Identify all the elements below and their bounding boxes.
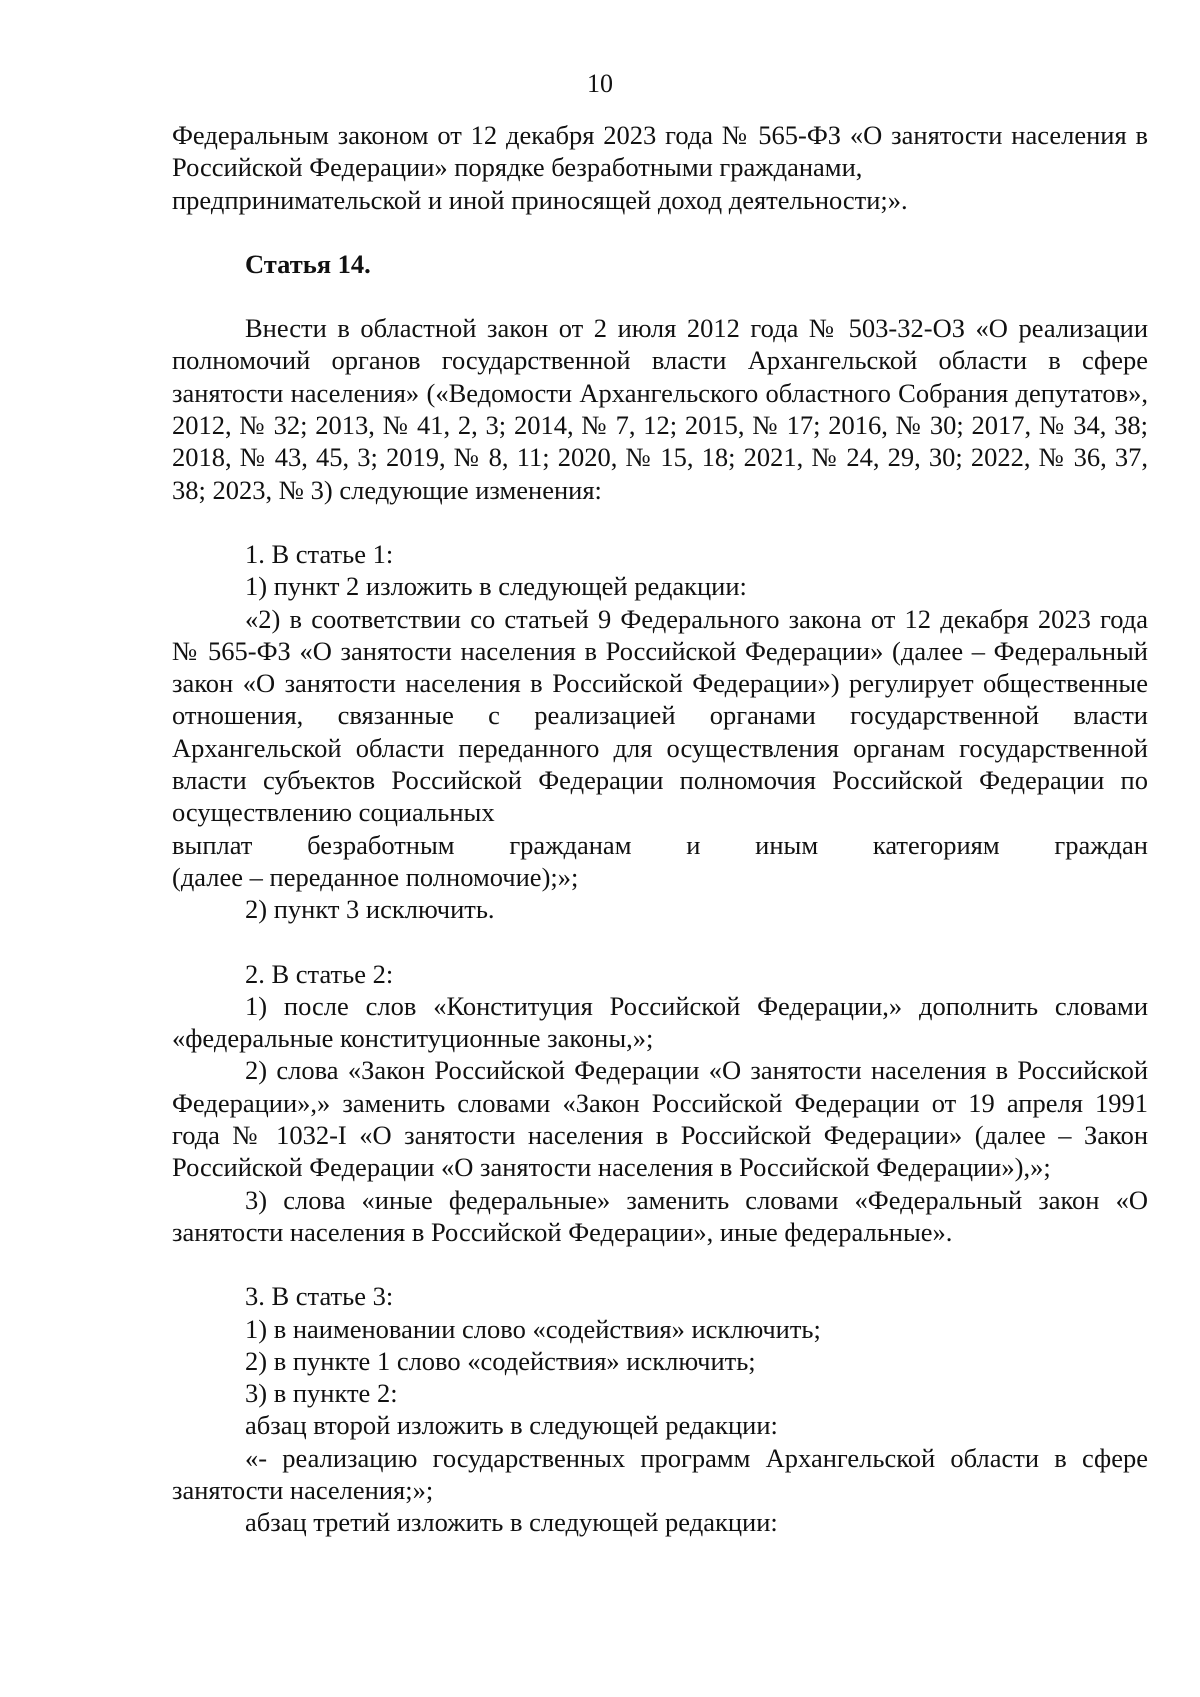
quote-word: граждан [1054,829,1148,860]
section-3-title: 3. В статье 3: [245,1281,394,1312]
quote-word: безработным [307,829,455,860]
section-1-quote-justified-line [172,829,1148,861]
section-3-paragraph-third: абзац третий изложить в следующей редакции: [245,1507,778,1538]
section-1-quote: «2) в соответствии со статьей 9 Федерального закона от 12 декабря 2023 года № 565-ФЗ «О занятости населения в Российской Федерации» (далее – Федеральный закон «О занятости населения в Российской Федерации») регулирует общественные отношения, связанные с реализацией органами государственной власти Архангельской области переданного для осуществления органам государственной власти субъектов Российской Федерации полномочия Российской Федерации по осуществлению социальных [172,603,1148,828]
section-1-item-2: 2) пункт 3 исключить. [245,894,495,925]
section-3-item-3: 3) в пункте 2: [245,1378,398,1409]
section-1-item-1: 1) пункт 2 изложить в следующей редакции: [245,571,747,602]
section-3-quote: «- реализацию государственных программ Архангельской области в сфере занятости населения;»; [172,1442,1148,1505]
top-paragraph-last-line: предпринимательской и иной приносящей доход деятельности;». [172,184,908,215]
section-3-item-1: 1) в наименовании слово «содействия» исключить; [245,1313,821,1344]
section-1-quote-end: (далее – переданное полномочие);»; [172,861,579,892]
section-3-paragraph-second: абзац второй изложить в следующей редакции: [245,1410,778,1441]
quote-word: категориям [872,829,1000,860]
section-1-title: 1. В статье 1: [245,538,394,569]
section-2-title: 2. В статье 2: [245,958,394,989]
section-2-item-1: 1) после слов «Конституция Российской Федерации,» дополнить словами «федеральные конституционные законы,»; [172,990,1148,1054]
section-3-item-2: 2) в пункте 1 слово «содействия» исключить; [245,1345,756,1376]
quote-word: выплат [172,829,253,860]
article-heading: Статья 14. [245,248,371,279]
page-number: 10 [587,69,613,98]
section-2-item-2: 2) слова «Закон Российской Федерации «О занятости населения в Российской Федерации»,» заменить словами «Закон Российской Федерации от 19 апреля 1991 года № 1032-I «О занятости населения в Российской Федерации» (далее – Закон Российской Федерации «О занятости населения в Российской Федерации»),»; [172,1055,1148,1183]
quote-word: гражданам [509,829,632,860]
quote-word: и [686,829,701,860]
quote-word: иным [755,829,819,860]
intro-paragraph: Внести в областной закон от 2 июля 2012 года № 503-32-ОЗ «О реализации полномочий органов государственной власти Архангельской области в сфере занятости населения» («Ведомости Архангельского областного Собрания депутатов», 2012, № 32; 2013, № 41, 2, 3; 2014, № 7, 12; 2015, № 17; 2016, № 30; 2017, № 34, 38; 2018, № 43, 45, 3; 2019, № 8, 11; 2020, № 15, 18; 2021, № 24, 29, 30; 2022, № 36, 37, 38; 2023, № 3) следующие изменения: [172,313,1148,505]
top-paragraph-text: Федеральным законом от 12 декабря 2023 года № 565-ФЗ «О занятости населения в Российской Федерации» порядке безработными гражданами, [172,120,1148,183]
document-body [172,119,1148,1539]
section-2-item-3: 3) слова «иные федеральные» заменить словами «Федеральный закон «О занятости населения в Российской Федерации», иные федеральные». [172,1184,1148,1247]
